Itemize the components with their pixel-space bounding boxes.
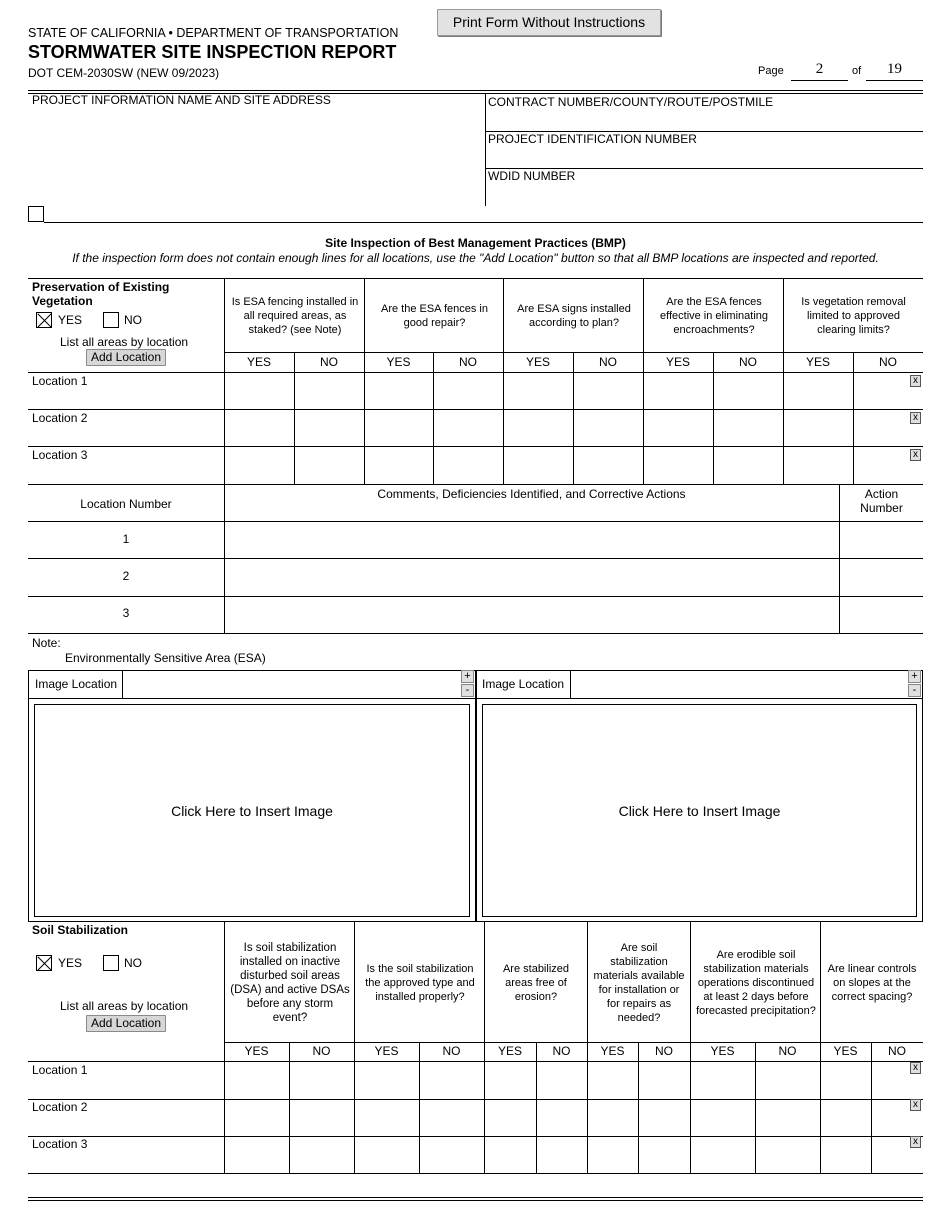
no-header: NO [442, 1044, 461, 1058]
grid-line [224, 352, 923, 353]
page-total-underline [866, 80, 923, 81]
note-label: Note: [32, 636, 61, 650]
comment-location-number: 1 [122, 532, 130, 546]
grid-line [224, 1042, 923, 1043]
grid-line [643, 278, 644, 484]
divider [485, 93, 486, 206]
grid-line [28, 1061, 923, 1062]
form-id: DOT CEM-2030SW (NEW 09/2023) [28, 66, 220, 80]
soil-question: Are erodible soil stabilization materials operations discontinued at least 2 days before forecasted precipitation? [696, 949, 816, 1017]
remove-location-button[interactable]: x [910, 1099, 921, 1111]
page-total[interactable]: 19 [887, 61, 902, 77]
soil-no-checkbox[interactable] [103, 955, 119, 971]
remove-location-button[interactable]: x [910, 1062, 921, 1074]
project-id-label: PROJECT IDENTIFICATION NUMBER [488, 132, 697, 146]
no-header: NO [888, 1044, 906, 1058]
soil-location-label[interactable]: Location 2 [32, 1100, 88, 1114]
yes-header: YES [244, 1044, 269, 1058]
grid-line [28, 1099, 923, 1100]
preservation-question: Are the ESA fences in good repair? [380, 303, 488, 329]
project-info-field[interactable] [30, 110, 482, 204]
divider [28, 1197, 923, 1198]
soil-location-label[interactable]: Location 1 [32, 1063, 88, 1077]
wdid-label: WDID NUMBER [488, 169, 576, 183]
of-label: of [852, 65, 862, 77]
grid-line [28, 698, 476, 699]
form-title: STORMWATER SITE INSPECTION REPORT [28, 42, 397, 62]
preservation-location-label[interactable]: Location 2 [32, 411, 88, 425]
divider [28, 90, 923, 91]
no-header: NO [552, 1044, 571, 1058]
page-number-underline [791, 80, 848, 81]
grid-line [28, 558, 923, 559]
preservation-question: Is vegetation removal limited to approved clearing limits? [801, 296, 906, 336]
grid-line [122, 670, 123, 698]
grid-line [224, 278, 225, 484]
no-header: NO [778, 1044, 797, 1058]
location-number-header: Location Number [80, 497, 172, 511]
preservation-title: Preservation of Existing Vegetation [32, 280, 170, 308]
remove-location-button[interactable]: x [910, 412, 921, 424]
grid-line [28, 484, 923, 485]
image-add-button[interactable]: + [908, 670, 921, 683]
note-text: Environmentally Sensitive Area (ESA) [65, 651, 266, 665]
project-id-field[interactable] [488, 148, 921, 167]
bmp-title: Site Inspection of Best Management Practices (BMP) [325, 236, 626, 250]
preservation-question: Is ESA fencing installed in all required areas, as staked? (see Note) [231, 296, 359, 336]
remove-location-button[interactable]: x [910, 1136, 921, 1148]
no-header: NO [599, 355, 617, 369]
preservation-no-checkbox[interactable] [103, 312, 119, 328]
soil-question: Is the soil stabilization the approved type and installed properly? [365, 963, 475, 1003]
grid-line [28, 372, 923, 373]
yes-header: YES [386, 355, 411, 369]
image-add-button[interactable]: + [461, 670, 474, 683]
image-remove-button[interactable]: - [461, 684, 474, 697]
image-location-label: Image Location [35, 677, 118, 691]
agency-line: STATE OF CALIFORNIA • DEPARTMENT OF TRANSPORTATION [28, 26, 399, 40]
no-header: NO [320, 355, 338, 369]
project-checkbox[interactable] [28, 206, 44, 222]
soil-question: Are stabilized areas free of erosion? [502, 963, 570, 1003]
yes-header: YES [525, 355, 550, 369]
no-header: NO [879, 355, 897, 369]
grid-line [28, 633, 923, 634]
soil-title: Soil Stabilization [32, 923, 129, 937]
grid-line [364, 278, 365, 484]
preservation-yes-label: YES [58, 313, 83, 327]
image-location-field[interactable] [572, 672, 906, 696]
grid-line [476, 698, 923, 699]
soil-question: Is soil stabilization installed on inactive disturbed soil areas (DSA) and active DSAs before any storm event? [230, 942, 350, 1024]
grid-line [570, 670, 571, 698]
preservation-location-label[interactable]: Location 1 [32, 374, 88, 388]
soil-add-location-button[interactable]: Add Location [86, 1015, 166, 1032]
wdid-field[interactable] [488, 185, 921, 204]
grid-line [28, 1136, 923, 1137]
grid-line [503, 278, 504, 484]
yes-header: YES [374, 1044, 399, 1058]
soil-yes-label: YES [58, 956, 83, 970]
soil-question: Are linear controls on slopes at the correct spacing? [827, 963, 917, 1003]
contract-number-field[interactable] [488, 111, 921, 130]
divider [28, 1200, 923, 1201]
soil-yes-checkbox[interactable] [36, 955, 52, 971]
yes-header: YES [833, 1044, 858, 1058]
no-header: NO [459, 355, 477, 369]
soil-no-label: NO [124, 956, 142, 970]
preservation-add-location-button[interactable]: Add Location [86, 349, 166, 366]
no-header: NO [655, 1044, 673, 1058]
page-number[interactable]: 2 [815, 61, 824, 77]
yes-header: YES [600, 1044, 625, 1058]
soil-location-label[interactable]: Location 3 [32, 1137, 88, 1151]
grid-line [28, 409, 923, 410]
preservation-yes-checkbox[interactable] [36, 312, 52, 328]
yes-header: YES [246, 355, 271, 369]
divider [28, 278, 923, 279]
no-header: NO [312, 1044, 331, 1058]
insert-image-area[interactable]: Click Here to Insert Image [482, 704, 917, 917]
grid-line [28, 596, 923, 597]
yes-header: YES [710, 1044, 735, 1058]
grid-line [28, 446, 923, 447]
preservation-no-label: NO [124, 313, 142, 327]
page-label: Page [758, 65, 784, 77]
preservation-question: Are ESA signs installed according to plan? [517, 303, 631, 329]
grid-line [28, 521, 923, 522]
yes-header: YES [665, 355, 690, 369]
grid-line [28, 1173, 923, 1174]
print-form-button[interactable]: Print Form Without Instructions [437, 9, 661, 36]
no-header: NO [739, 355, 757, 369]
image-location-field[interactable] [124, 672, 460, 696]
contract-number-label: CONTRACT NUMBER/COUNTY/ROUTE/POSTMILE [488, 95, 774, 109]
preservation-list-label: List all areas by location [60, 335, 189, 349]
remove-location-button[interactable]: x [910, 449, 921, 461]
comment-location-number: 3 [122, 606, 130, 620]
preservation-question: Are the ESA fences effective in eliminating encroachments? [659, 296, 769, 336]
yes-header: YES [805, 355, 830, 369]
soil-question: Are soil stabilization materials available for installation or for repairs as needed? [593, 942, 685, 1024]
grid-line [783, 278, 784, 484]
action-number-header: Action Number [860, 487, 903, 515]
remove-location-button[interactable]: x [910, 375, 921, 387]
bmp-instruction: If the inspection form does not contain enough lines for all locations, use the "Add Location" button so that all BMP locations are inspected and reported. [72, 251, 879, 265]
project-info-label: PROJECT INFORMATION NAME AND SITE ADDRESS [32, 93, 331, 107]
image-location-label: Image Location [482, 677, 565, 691]
soil-list-label: List all areas by location [60, 999, 189, 1013]
yes-header: YES [497, 1044, 522, 1058]
divider [44, 222, 923, 223]
image-remove-button[interactable]: - [908, 684, 921, 697]
comments-header: Comments, Deficiencies Identified, and Corrective Actions [377, 487, 686, 501]
insert-image-area[interactable]: Click Here to Insert Image [34, 704, 470, 917]
comment-location-number: 2 [122, 569, 130, 583]
preservation-location-label[interactable]: Location 3 [32, 448, 88, 462]
